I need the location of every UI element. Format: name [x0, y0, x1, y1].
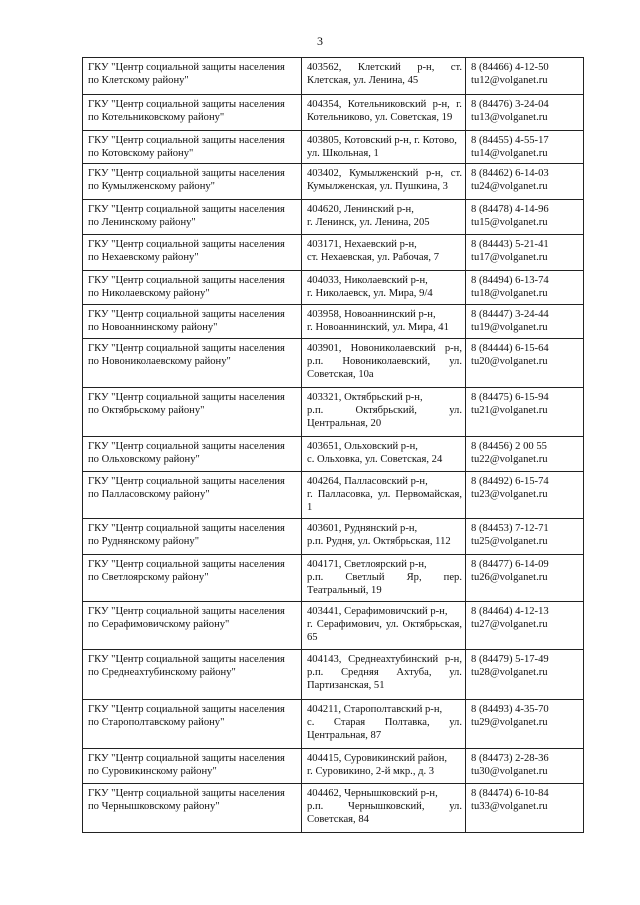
address-word: р.п.	[307, 572, 324, 583]
address-cell	[302, 437, 466, 472]
address-cell	[302, 58, 466, 95]
organization-line: по Среднеахтубинскому району"	[88, 667, 236, 678]
address-line	[307, 355, 462, 368]
phone-number: 8 (84492) 6-15-74	[471, 476, 549, 487]
address-word: ул.	[449, 356, 462, 367]
contact-cell	[466, 784, 584, 833]
address-word: Первомайская,	[395, 489, 462, 500]
phone-number: 8 (84464) 4-12-13	[471, 606, 549, 617]
organization-line: ГКУ "Центр социальной защиты населения	[88, 753, 285, 764]
address-word: 404143,	[307, 654, 342, 665]
address-line	[307, 98, 462, 111]
address-word: Новониколаевский	[350, 343, 436, 354]
address-line	[307, 618, 462, 631]
address-word: ул.	[385, 619, 399, 630]
address-word: р-н,	[432, 99, 450, 110]
table-row	[83, 437, 584, 472]
email-address: tu14@volganet.ru	[471, 148, 548, 159]
contact-cell	[466, 602, 584, 650]
email-address: tu27@volganet.ru	[471, 619, 548, 630]
email-address: tu22@volganet.ru	[471, 454, 548, 465]
organization-cell	[83, 472, 302, 519]
contact-cell	[466, 271, 584, 305]
email-address: tu19@volganet.ru	[471, 322, 548, 333]
organization-line: ГКУ "Центр социальной защиты населения	[88, 704, 285, 715]
address-line: Советская, 10а	[307, 369, 374, 380]
address-line: г. Суровикино, 2-й мкр., д. 3	[307, 766, 435, 777]
organization-line: по Чернышковскому району"	[88, 801, 220, 812]
address-cell	[302, 164, 466, 200]
organization-line: по Суровикинскому району"	[88, 766, 217, 777]
address-word: р.п.	[307, 405, 324, 416]
address-word: ст.	[450, 168, 462, 179]
phone-number: 8 (84444) 6-15-64	[471, 343, 549, 354]
organization-line: ГКУ "Центр социальной защиты населения	[88, 309, 285, 320]
organization-line: ГКУ "Центр социальной защиты населения	[88, 275, 285, 286]
address-line: 404171, Светлоярский р-н,	[307, 559, 427, 570]
address-line	[307, 342, 462, 355]
address-line	[307, 666, 462, 679]
address-line: г. Николаевск, ул. Мира, 9/4	[307, 288, 433, 299]
address-cell	[302, 388, 466, 437]
phone-number: 8 (84479) 5-17-49	[471, 654, 549, 665]
table-row	[83, 388, 584, 437]
address-word: ул.	[377, 489, 391, 500]
address-word: пер.	[443, 572, 462, 583]
organization-line: ГКУ "Центр социальной защиты населения	[88, 99, 285, 110]
contact-cell	[466, 200, 584, 235]
phone-number: 8 (84456) 2 00 55	[471, 441, 547, 452]
address-word: 403901,	[307, 343, 342, 354]
table-row	[83, 784, 584, 833]
organization-cell	[83, 784, 302, 833]
table-row	[83, 58, 584, 95]
organization-line: по Новоаннинскому району"	[88, 322, 218, 333]
address-word: Октябрьский,	[355, 405, 417, 416]
organization-cell	[83, 271, 302, 305]
email-address: tu24@volganet.ru	[471, 181, 548, 192]
organization-cell	[83, 700, 302, 749]
phone-number: 8 (84494) 6-13-74	[471, 275, 549, 286]
address-word: р-н,	[444, 343, 462, 354]
address-cell	[302, 131, 466, 164]
address-line: ул. Школьная, 1	[307, 148, 379, 159]
address-cell	[302, 271, 466, 305]
address-word: Полтавка,	[384, 717, 430, 728]
address-word: Чернышковский,	[347, 801, 425, 812]
address-line	[307, 61, 462, 74]
organization-line: по Руднянскому району"	[88, 536, 200, 547]
contact-cell	[466, 339, 584, 388]
organization-line: ГКУ "Центр социальной защиты населения	[88, 654, 285, 665]
organization-line: по Светлоярскому району"	[88, 572, 209, 583]
email-address: tu12@volganet.ru	[471, 75, 548, 86]
table-row	[83, 519, 584, 555]
address-word: р.п.	[307, 356, 324, 367]
contact-cell	[466, 437, 584, 472]
table-row	[83, 95, 584, 131]
organization-line: ГКУ "Центр социальной защиты населения	[88, 476, 285, 487]
address-line: 404620, Ленинский р-н,	[307, 204, 414, 215]
phone-number: 8 (84476) 3-24-04	[471, 99, 549, 110]
address-word: Кумылженский	[349, 168, 419, 179]
organization-cell	[83, 164, 302, 200]
email-address: tu26@volganet.ru	[471, 572, 548, 583]
address-word: р.п.	[307, 801, 324, 812]
address-word: р-н,	[426, 168, 444, 179]
address-line	[307, 716, 462, 729]
email-address: tu13@volganet.ru	[471, 112, 548, 123]
email-address: tu18@volganet.ru	[471, 288, 548, 299]
organization-cell	[83, 235, 302, 271]
organization-line: ГКУ "Центр социальной защиты населения	[88, 239, 285, 250]
phone-number: 8 (84475) 6-15-94	[471, 392, 549, 403]
table-row	[83, 700, 584, 749]
address-cell	[302, 339, 466, 388]
organization-cell	[83, 58, 302, 95]
organization-line: ГКУ "Центр социальной защиты населения	[88, 523, 285, 534]
table-row	[83, 131, 584, 164]
address-word: Котельниковский	[347, 99, 427, 110]
organization-cell	[83, 602, 302, 650]
email-address: tu33@volganet.ru	[471, 801, 548, 812]
organization-line: по Котельниковскому району"	[88, 112, 225, 123]
contact-cell	[466, 58, 584, 95]
phone-number: 8 (84466) 4-12-50	[471, 62, 549, 73]
social-protection-centers-table	[82, 57, 584, 833]
table-row	[83, 271, 584, 305]
organization-cell	[83, 519, 302, 555]
address-line	[307, 800, 462, 813]
address-line	[307, 571, 462, 584]
address-line: 404462, Чернышковский р-н,	[307, 788, 438, 799]
address-word: Новониколаевский,	[342, 356, 431, 367]
address-line: 404033, Николаевский р-н,	[307, 275, 428, 286]
organization-cell	[83, 650, 302, 700]
contact-cell	[466, 388, 584, 437]
email-address: tu21@volganet.ru	[471, 405, 548, 416]
organization-line: по Нехаевскому району"	[88, 252, 199, 263]
organization-line: по Старополтавскому району"	[88, 717, 225, 728]
address-line: Театральный, 19	[307, 585, 382, 596]
address-line: 404211, Старополтавский р-н,	[307, 704, 443, 715]
address-line: 1	[307, 502, 313, 513]
table-row	[83, 339, 584, 388]
address-cell	[302, 472, 466, 519]
address-cell	[302, 235, 466, 271]
address-line: Центральная, 20	[307, 418, 382, 429]
address-line: р.п. Рудня, ул. Октябрьская, 112	[307, 536, 451, 547]
address-cell	[302, 200, 466, 235]
address-word: р-н,	[417, 62, 435, 73]
organization-cell	[83, 339, 302, 388]
email-address: tu15@volganet.ru	[471, 217, 548, 228]
organization-line: ГКУ "Центр социальной защиты населения	[88, 392, 285, 403]
address-line: Центральная, 87	[307, 730, 382, 741]
phone-number: 8 (84462) 6-14-03	[471, 168, 549, 179]
email-address: tu28@volganet.ru	[471, 667, 548, 678]
organization-line: ГКУ "Центр социальной защиты населения	[88, 788, 285, 799]
organization-line: ГКУ "Центр социальной защиты населения	[88, 441, 285, 452]
address-line: 65	[307, 632, 318, 643]
organization-line: ГКУ "Центр социальной защиты населения	[88, 62, 285, 73]
organization-cell	[83, 388, 302, 437]
address-line: с. Ольховка, ул. Советская, 24	[307, 454, 443, 465]
address-word: г.	[307, 489, 313, 500]
address-line: 404264, Палласовский р-н,	[307, 476, 428, 487]
phone-number: 8 (84453) 7-12-71	[471, 523, 549, 534]
address-word: Средняя	[340, 667, 379, 678]
organization-line: по Клетскому району"	[88, 75, 189, 86]
address-word: ул.	[449, 717, 462, 728]
organization-cell	[83, 749, 302, 784]
email-address: tu25@volganet.ru	[471, 536, 548, 547]
address-line: 403958, Новоаннинский р-н,	[307, 309, 436, 320]
table-row	[83, 650, 584, 700]
address-line: 403805, Котовский р-н, г. Котово,	[307, 135, 457, 146]
contact-cell	[466, 650, 584, 700]
address-cell	[302, 700, 466, 749]
table-body	[83, 58, 584, 833]
address-cell	[302, 602, 466, 650]
address-line: 403171, Нехаевский р-н,	[307, 239, 417, 250]
organization-line: по Новониколаевскому району"	[88, 356, 231, 367]
email-address: tu20@volganet.ru	[471, 356, 548, 367]
contact-cell	[466, 519, 584, 555]
address-line: Советская, 84	[307, 814, 369, 825]
organization-line: ГКУ "Центр социальной защиты населения	[88, 559, 285, 570]
organization-line: ГКУ "Центр социальной защиты населения	[88, 606, 285, 617]
organization-line: ГКУ "Центр социальной защиты населения	[88, 168, 285, 179]
address-line	[307, 167, 462, 180]
address-word: Октябрьская,	[402, 619, 462, 630]
address-cell	[302, 650, 466, 700]
table-row	[83, 602, 584, 650]
address-line	[307, 653, 462, 666]
phone-number: 8 (84473) 2-28-36	[471, 753, 549, 764]
organization-line: по Николаевскому району"	[88, 288, 210, 299]
address-word: Светлый	[345, 572, 385, 583]
address-word: ул.	[449, 667, 462, 678]
organization-cell	[83, 200, 302, 235]
address-line: Кумылженская, ул. Пушкина, 3	[307, 181, 448, 192]
phone-number: 8 (84474) 6-10-84	[471, 788, 549, 799]
address-line	[307, 404, 462, 417]
address-line: ст. Нехаевская, ул. Рабочая, 7	[307, 252, 440, 263]
table-row	[83, 235, 584, 271]
address-word: р.п.	[307, 667, 324, 678]
address-cell	[302, 784, 466, 833]
phone-number: 8 (84477) 6-14-09	[471, 559, 549, 570]
address-line: г. Ленинск, ул. Ленина, 205	[307, 217, 430, 228]
table-row	[83, 749, 584, 784]
email-address: tu29@volganet.ru	[471, 717, 548, 728]
organization-line: по Кумылженскому району"	[88, 181, 216, 192]
organization-line: ГКУ "Центр социальной защиты населения	[88, 204, 285, 215]
address-cell	[302, 749, 466, 784]
contact-cell	[466, 95, 584, 131]
email-address: tu17@volganet.ru	[471, 252, 548, 263]
address-word: Палласовка,	[317, 489, 373, 500]
address-word: г.	[307, 619, 313, 630]
address-cell	[302, 95, 466, 131]
address-word: с.	[307, 717, 315, 728]
phone-number: 8 (84493) 4-35-70	[471, 704, 549, 715]
address-cell	[302, 519, 466, 555]
address-line: 403321, Октябрьский р-н,	[307, 392, 423, 403]
address-word: 403562,	[307, 62, 342, 73]
address-cell	[302, 555, 466, 602]
organization-cell	[83, 305, 302, 339]
table-row	[83, 472, 584, 519]
organization-line: по Ленинскому району"	[88, 217, 196, 228]
organization-line: по Октябрьскому району"	[88, 405, 205, 416]
address-word: Клетский	[357, 62, 401, 73]
contact-cell	[466, 555, 584, 602]
email-address: tu23@volganet.ru	[471, 489, 548, 500]
organization-line: по Палласовскому району"	[88, 489, 210, 500]
address-cell	[302, 305, 466, 339]
address-word: 404354,	[307, 99, 342, 110]
email-address: tu30@volganet.ru	[471, 766, 548, 777]
address-line: 404415, Суровикинский район,	[307, 753, 448, 764]
address-line: Котельниково, ул. Советская, 19	[307, 112, 453, 123]
organization-line: по Серафимовичскому району"	[88, 619, 230, 630]
address-line: Партизанская, 51	[307, 680, 385, 691]
phone-number: 8 (84455) 4-55-17	[471, 135, 549, 146]
address-word: Серафимович,	[316, 619, 382, 630]
phone-number: 8 (84443) 5-21-41	[471, 239, 549, 250]
organization-cell	[83, 95, 302, 131]
address-word: Яр,	[406, 572, 422, 583]
table-row	[83, 305, 584, 339]
organization-line: по Котовскому району"	[88, 148, 194, 159]
contact-cell	[466, 131, 584, 164]
address-line: 403601, Руднянский р-н,	[307, 523, 418, 534]
organization-cell	[83, 131, 302, 164]
address-line: 403441, Серафимовичский р-н,	[307, 606, 448, 617]
phone-number: 8 (84478) 4-14-96	[471, 204, 549, 215]
address-word: р-н,	[444, 654, 462, 665]
contact-cell	[466, 305, 584, 339]
organization-cell	[83, 555, 302, 602]
organization-line: ГКУ "Центр социальной защиты населения	[88, 343, 285, 354]
contact-cell	[466, 749, 584, 784]
address-line: Клетская, ул. Ленина, 45	[307, 75, 419, 86]
address-word: Старая	[333, 717, 366, 728]
address-line: г. Новоаннинский, ул. Мира, 41	[307, 322, 449, 333]
address-word: Среднеахтубинский	[348, 654, 439, 665]
address-line: 403651, Ольховский р-н,	[307, 441, 418, 452]
organization-cell	[83, 437, 302, 472]
address-word: ул.	[449, 405, 462, 416]
address-word: Ахтуба,	[396, 667, 432, 678]
organization-line: по Ольховскому району"	[88, 454, 200, 465]
address-word: ст.	[450, 62, 462, 73]
address-word: ул.	[449, 801, 462, 812]
address-line	[307, 488, 462, 501]
contact-cell	[466, 235, 584, 271]
table-row	[83, 555, 584, 602]
page-number: 3	[317, 34, 323, 48]
phone-number: 8 (84447) 3-24-44	[471, 309, 549, 320]
contact-cell	[466, 472, 584, 519]
table-row	[83, 164, 584, 200]
address-word: 403402,	[307, 168, 342, 179]
contact-cell	[466, 700, 584, 749]
contact-cell	[466, 164, 584, 200]
table-row	[83, 200, 584, 235]
address-word: г.	[456, 99, 462, 110]
organization-line: ГКУ "Центр социальной защиты населения	[88, 135, 285, 146]
